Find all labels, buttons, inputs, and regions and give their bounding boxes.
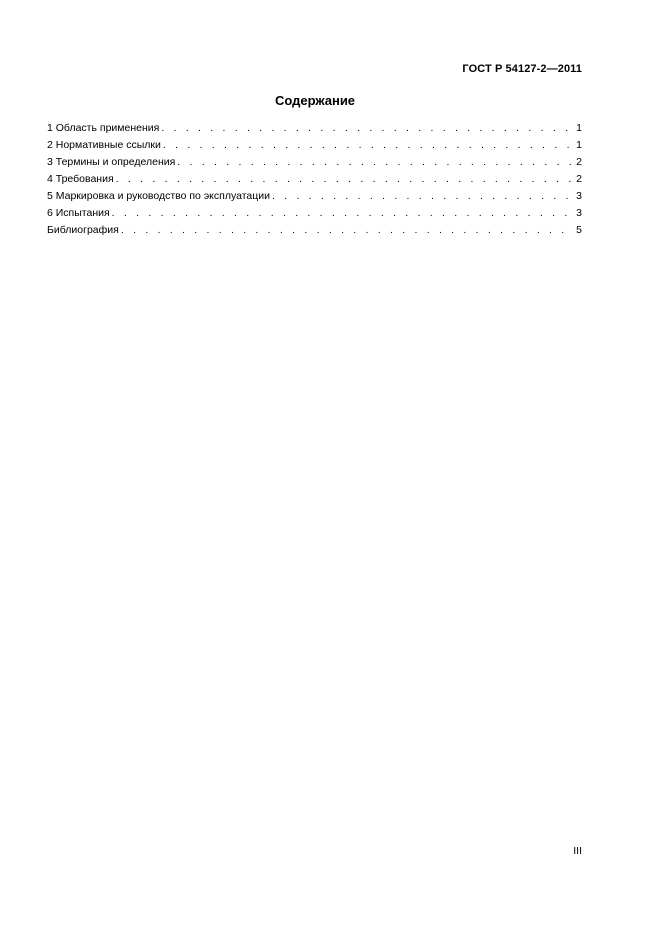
- toc-entry-label: 6 Испытания: [47, 207, 110, 219]
- toc-entry[interactable]: [47, 223, 582, 240]
- toc-entry-label: 4 Требования: [47, 173, 114, 185]
- toc-leader-dots: [121, 223, 572, 237]
- toc-leader-dots: [112, 206, 572, 220]
- toc-entry-label: 1 Область применения: [47, 122, 160, 134]
- toc-entry-page: 2: [576, 173, 582, 185]
- toc-leader-dots: [116, 172, 572, 186]
- toc-entry[interactable]: [47, 138, 582, 155]
- toc-entry-label: 5 Маркировка и руководство по эксплуатации: [47, 190, 270, 202]
- toc-entry[interactable]: [47, 206, 582, 223]
- toc-entry-page: 3: [576, 190, 582, 202]
- toc-leader-dots: [161, 121, 572, 135]
- toc-entry-page: 3: [576, 207, 582, 219]
- toc-leader-dots: [272, 189, 572, 203]
- toc-entry[interactable]: [47, 155, 582, 172]
- toc-entry-page: 2: [576, 156, 582, 168]
- toc-leader-dots: [163, 138, 572, 152]
- toc-entry-page: 1: [576, 139, 582, 151]
- toc-entry-label: 2 Нормативные ссылки: [47, 139, 161, 151]
- toc-entry[interactable]: [47, 172, 582, 189]
- toc-entry-page: 1: [576, 122, 582, 134]
- table-of-contents: [47, 121, 582, 240]
- toc-entry-label: 3 Термины и определения: [47, 156, 176, 168]
- toc-entry[interactable]: [47, 189, 582, 206]
- document-code: ГОСТ Р 54127-2—2011: [462, 63, 582, 75]
- toc-entry-label: Библиография: [47, 224, 119, 236]
- page-number: III: [573, 845, 582, 857]
- toc-entry[interactable]: [47, 121, 582, 138]
- toc-leader-dots: [177, 155, 572, 169]
- toc-title: Содержание: [274, 93, 356, 108]
- toc-entry-page: 5: [576, 224, 582, 236]
